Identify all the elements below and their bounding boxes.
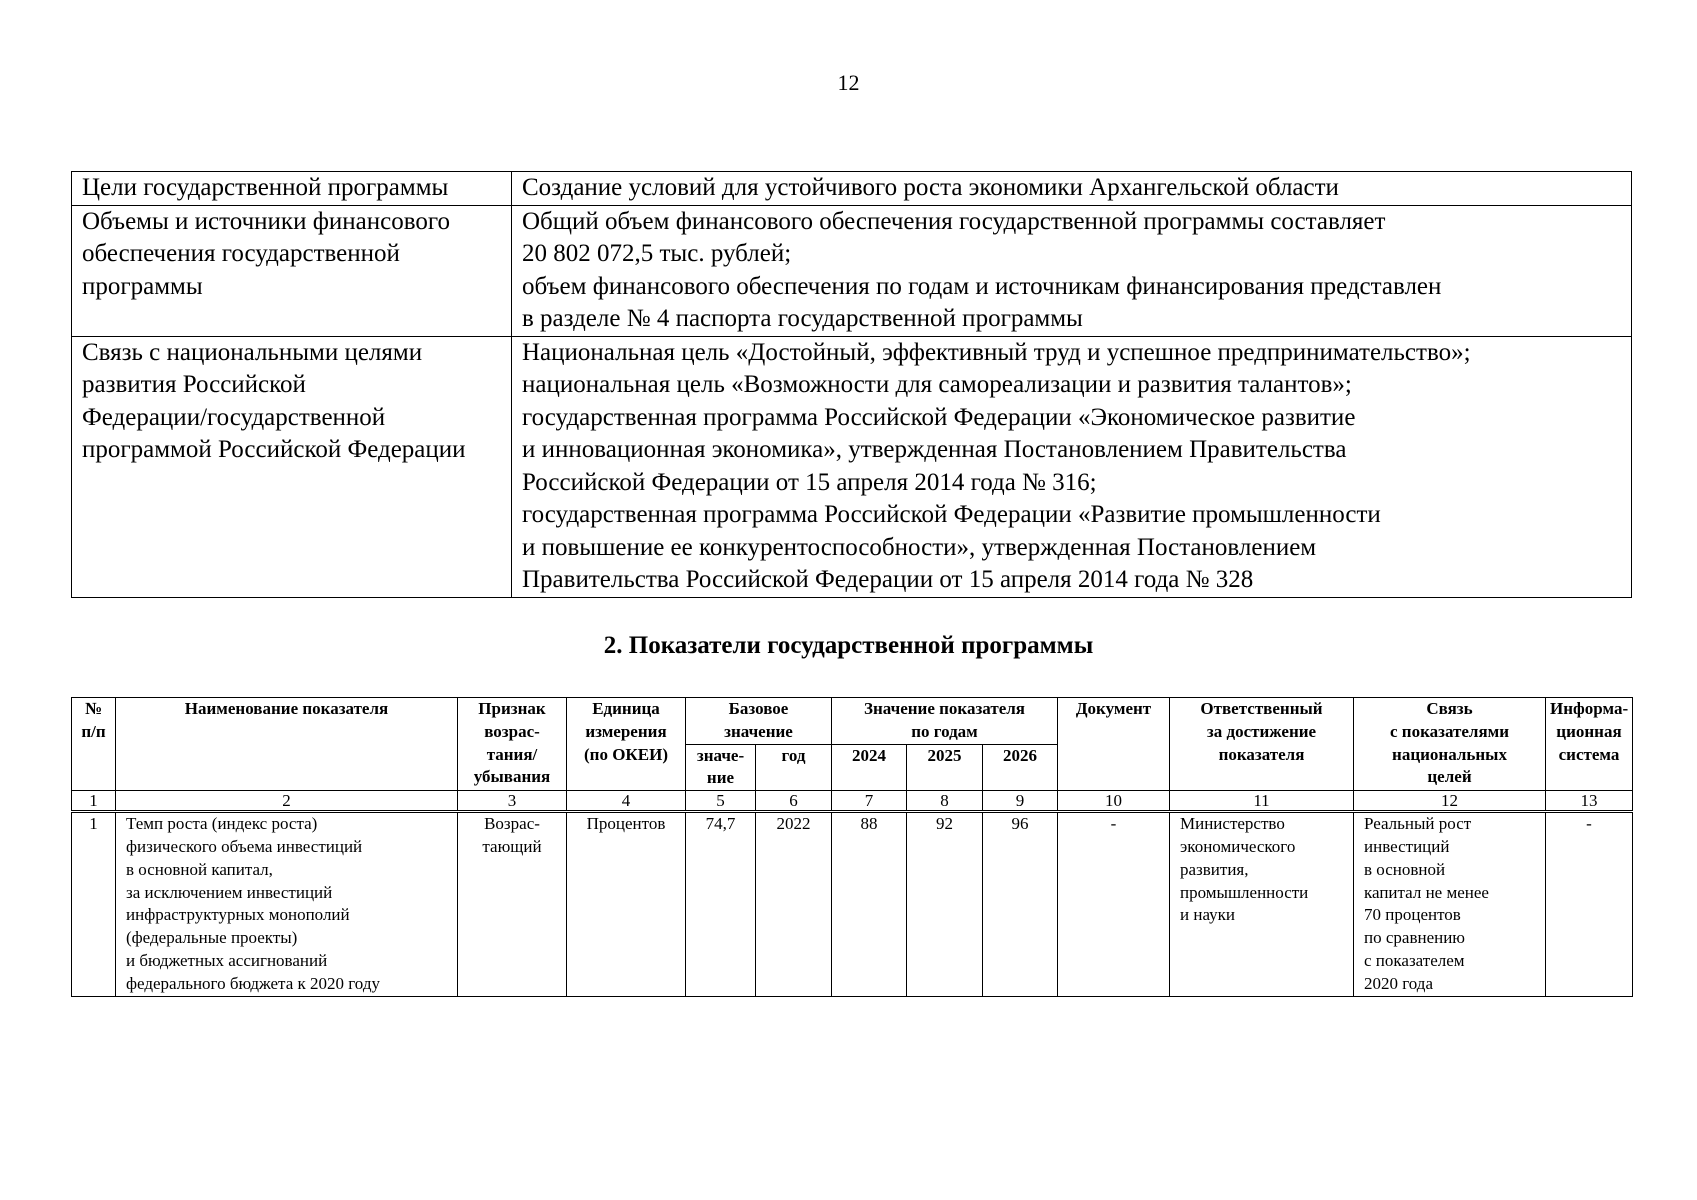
column-number: 3 <box>458 791 567 812</box>
passport-row-national-goals <box>72 336 1632 597</box>
text-line: развития, <box>1180 859 1249 879</box>
text-line: 74,7 <box>705 814 736 834</box>
text-line: Темп роста (индекс роста) <box>126 814 318 834</box>
passport-row-financing <box>72 205 1632 336</box>
section-title: 2. Показатели государственной программы <box>603 632 1094 659</box>
text-line: в основной капитал, <box>126 859 273 879</box>
cell-2025 <box>907 812 983 996</box>
text-line: Информа- <box>1550 699 1629 718</box>
text-line: 2020 года <box>1364 973 1434 993</box>
text-line: - <box>1110 814 1117 834</box>
text-line: 92 <box>936 814 953 834</box>
indicators-table <box>71 697 1633 997</box>
text-line: Процентов <box>586 814 666 834</box>
passport-value <box>512 205 1632 336</box>
header-document <box>1058 698 1170 791</box>
cell-2024 <box>832 812 907 996</box>
text-line: система <box>1558 744 1620 764</box>
text-line: 20 802 072,5 тыс. рублей; <box>522 240 792 267</box>
text-line: экономического <box>1180 836 1296 856</box>
text-line: программы <box>82 272 203 300</box>
text-line: Наименование показателя <box>184 699 389 718</box>
text-line: 2025 <box>927 745 962 765</box>
text-line: Министерство <box>1180 814 1285 834</box>
text-line: Общий объем финансового обеспечения государственной программы составляет <box>522 207 1386 235</box>
text-line: с показателем <box>1364 950 1465 970</box>
header-base-year <box>756 744 832 791</box>
text-line: 88 <box>860 814 878 834</box>
cell-document <box>1058 812 1170 996</box>
text-line: Связь с национальными целями <box>82 338 423 366</box>
text-line: убывания <box>473 767 551 787</box>
text-line: в основной <box>1364 859 1446 879</box>
program-passport-table <box>71 171 1632 598</box>
header-2026 <box>983 744 1058 791</box>
text-line: Реальный рост <box>1364 814 1472 834</box>
column-number: 6 <box>756 791 832 812</box>
text-line: физического объема инвестиций <box>126 836 363 856</box>
cell-num <box>72 812 116 996</box>
text-line: (по ОКЕИ) <box>584 744 668 764</box>
header-num <box>72 698 116 791</box>
page-number: 12 <box>837 70 860 95</box>
header-row-1 <box>72 698 1633 745</box>
text-line: год <box>781 745 806 765</box>
text-line: 2026 <box>1003 745 1037 765</box>
text-line: возрас- <box>484 721 540 741</box>
text-line: за исключением инвестиций <box>126 882 333 902</box>
text-line: Федерации/государственной <box>82 403 386 431</box>
text-line: Единица <box>592 699 660 718</box>
text-line: Цели государственной программы <box>82 174 449 201</box>
column-number: 5 <box>686 791 756 812</box>
text-line: национальная цель «Возможности для самореализации и развития талантов»; <box>522 371 1352 398</box>
passport-label <box>72 172 512 206</box>
text-line: и науки <box>1180 905 1235 925</box>
header-trend <box>458 698 567 791</box>
column-number: 11 <box>1170 791 1354 812</box>
cell-link <box>1354 812 1546 996</box>
text-line: инвестиций <box>1364 836 1450 856</box>
passport-label <box>72 336 512 597</box>
text-line: Возрас- <box>484 814 540 834</box>
text-line: по годам <box>911 721 978 741</box>
text-line: ционная <box>1556 721 1622 741</box>
text-line: Национальная цель «Достойный, эффективный труд и успешное предпринимательство»; <box>522 338 1471 366</box>
text-line: значение <box>724 721 793 741</box>
text-line: по сравнению <box>1364 928 1466 948</box>
text-line: (федеральные проекты) <box>126 928 298 948</box>
text-line: объем финансового обеспечения по годам и источникам финансирования представлен <box>522 272 1442 300</box>
column-number: 12 <box>1354 791 1546 812</box>
text-line: и повышение ее конкурентоспособности», утвержденная Постановлением <box>522 533 1317 561</box>
text-line: и бюджетных ассигнований <box>126 950 328 970</box>
passport-label <box>72 205 512 336</box>
cell-trend <box>458 812 567 996</box>
text-line: № <box>84 699 103 718</box>
text-line: промышленности <box>1180 882 1309 902</box>
text-line: Создание условий для устойчивого роста экономики Архангельской области <box>522 174 1339 201</box>
text-line: значе- <box>696 745 745 765</box>
text-line: Российской Федерации от 15 апреля 2014 года № 316; <box>522 468 1097 496</box>
cell-2026 <box>983 812 1058 996</box>
header-base <box>686 698 832 745</box>
cell-infosys <box>1546 812 1633 996</box>
text-line: с показателями <box>1389 721 1510 741</box>
text-line: государственная программа Российской Федерации «Развитие промышленности <box>522 501 1381 528</box>
text-line: инфраструктурных монополий <box>126 905 350 925</box>
text-line: государственная программа Российской Федерации «Экономическое развитие <box>522 403 1356 431</box>
column-number: 10 <box>1058 791 1170 812</box>
text-line: 96 <box>1011 814 1029 834</box>
text-line: п/п <box>81 721 106 741</box>
text-line: - <box>1586 814 1592 834</box>
passport-value <box>512 172 1632 206</box>
table-row <box>72 812 1633 996</box>
cell-unit <box>567 812 686 996</box>
text-line: за достижение <box>1206 721 1317 741</box>
text-line: Базовое <box>728 699 789 718</box>
cell-base-year <box>756 812 832 996</box>
header-responsible <box>1170 698 1354 791</box>
header-unit <box>567 698 686 791</box>
column-number: 7 <box>832 791 907 812</box>
text-line: тания/ <box>486 744 538 764</box>
header-infosys <box>1546 698 1633 791</box>
text-line: капитал не менее <box>1364 882 1489 902</box>
header-years-group <box>832 698 1058 745</box>
column-number: 4 <box>567 791 686 812</box>
cell-name <box>116 812 458 996</box>
column-number: 2 <box>116 791 458 812</box>
passport-row-goals <box>72 172 1632 206</box>
text-line: Документ <box>1075 699 1152 718</box>
column-number: 1 <box>72 791 116 812</box>
text-line: Правительства Российской Федерации от 15 апреля 2014 года № 328 <box>522 566 1254 593</box>
text-line: национальных <box>1392 744 1507 764</box>
text-line: измерения <box>585 721 667 741</box>
header-name <box>116 698 458 791</box>
column-numbers-row <box>72 791 1633 812</box>
text-line: целей <box>1427 767 1472 787</box>
text-line: программой Российской Федерации <box>82 436 466 463</box>
text-line: Признак <box>478 699 546 718</box>
text-line: 2024 <box>852 745 886 765</box>
column-number: 13 <box>1546 791 1633 812</box>
text-line: в разделе № 4 паспорта государственной программы <box>522 305 1083 332</box>
text-line: 1 <box>89 814 98 834</box>
column-number: 9 <box>983 791 1058 812</box>
header-link <box>1354 698 1546 791</box>
text-line: 2022 <box>776 814 811 834</box>
text-line: развития Российской <box>82 371 306 398</box>
text-line: Значение показателя <box>864 699 1025 718</box>
column-number: 8 <box>907 791 983 812</box>
cell-base-value <box>686 812 756 996</box>
text-line: обеспечения государственной <box>82 240 400 267</box>
header-2024 <box>832 744 907 791</box>
text-line: показателя <box>1218 744 1305 764</box>
passport-value <box>512 336 1632 597</box>
cell-responsible <box>1170 812 1354 996</box>
text-line: Ответственный <box>1200 699 1323 718</box>
text-line: Объемы и источники финансового <box>82 207 450 235</box>
text-line: Связь <box>1426 699 1473 718</box>
text-line: 70 процентов <box>1364 905 1461 925</box>
text-line: тающий <box>482 836 542 856</box>
text-line: федерального бюджета к 2020 году <box>126 973 380 993</box>
text-line: и инновационная экономика», утвержденная Постановлением Правительства <box>522 436 1347 463</box>
header-base-value <box>686 744 756 791</box>
header-2025 <box>907 744 983 791</box>
text-line: ние <box>706 768 735 788</box>
